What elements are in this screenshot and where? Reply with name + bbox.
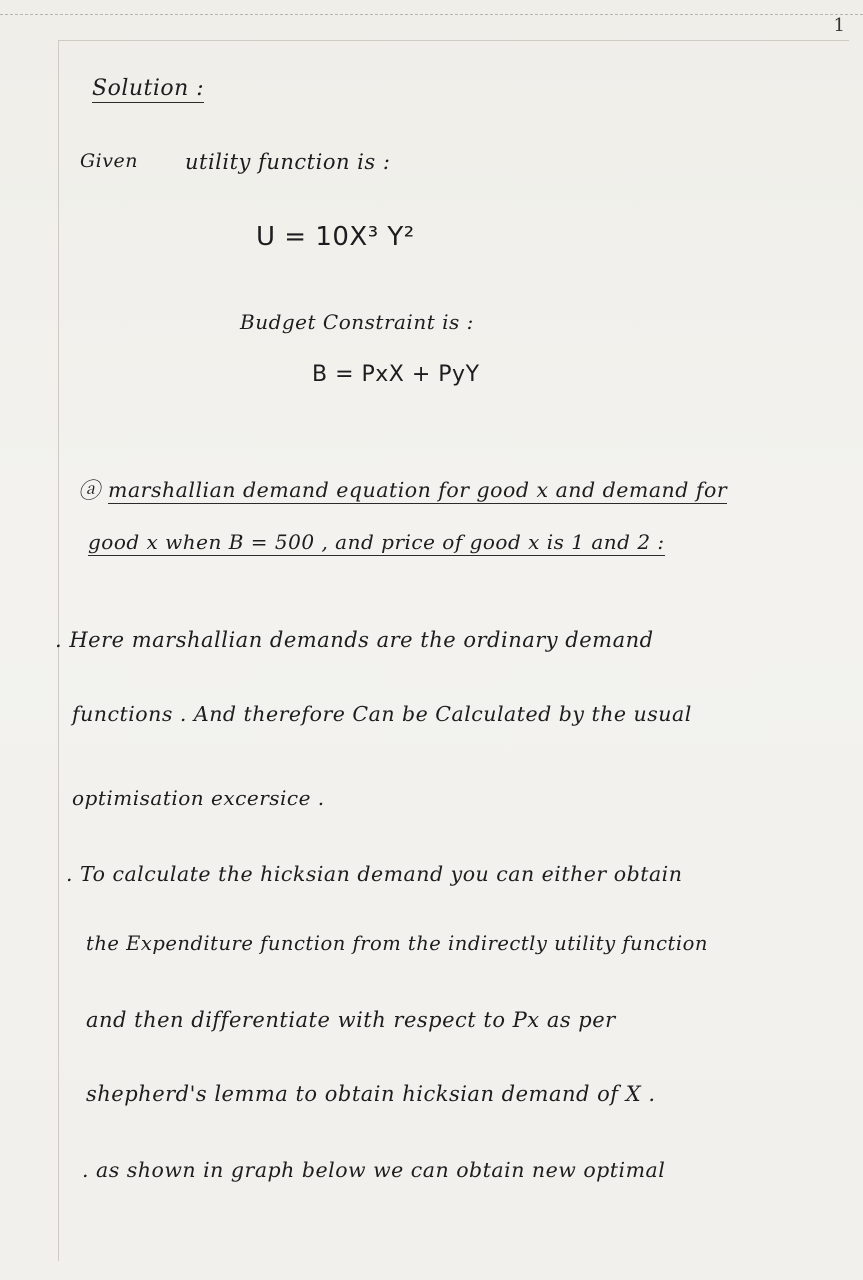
solution-heading: Solution :	[92, 76, 205, 101]
page-number: 1	[833, 15, 845, 36]
utility-equation: U = 10X³ Y²	[256, 222, 415, 252]
para3-line-1: . as shown in graph below we can obtain new optimal	[82, 1158, 666, 1182]
given-label: Given	[80, 150, 138, 172]
question-a-line-1: marshallian demand equation for good x and demand for	[108, 478, 728, 502]
para1-line-2: functions . And therefore Can be Calculated by the usual	[72, 702, 692, 726]
question-a-marker: ⓐ	[78, 479, 101, 504]
para1-line-3: optimisation excersice .	[72, 786, 325, 810]
question-a-line-2: good x when B = 500 , and price of good x is 1 and 2 :	[88, 530, 665, 554]
para2-line-2: the Expenditure function from the indirectly utility function	[86, 932, 708, 955]
para2-line-1: . To calculate the hicksian demand you can either obtain	[66, 862, 683, 886]
utility-intro: utility function is :	[185, 150, 391, 174]
budget-intro: Budget Constraint is :	[240, 310, 474, 334]
budget-equation: B = PxX + PyY	[312, 362, 480, 387]
para2-line-4: shepherd's lemma to obtain hicksian demand of X .	[86, 1082, 656, 1106]
page-top-rule	[0, 14, 863, 36]
para2-line-3: and then differentiate with respect to Px as per	[86, 1008, 616, 1032]
para1-line-1: . Here marshallian demands are the ordinary demand	[55, 628, 654, 652]
